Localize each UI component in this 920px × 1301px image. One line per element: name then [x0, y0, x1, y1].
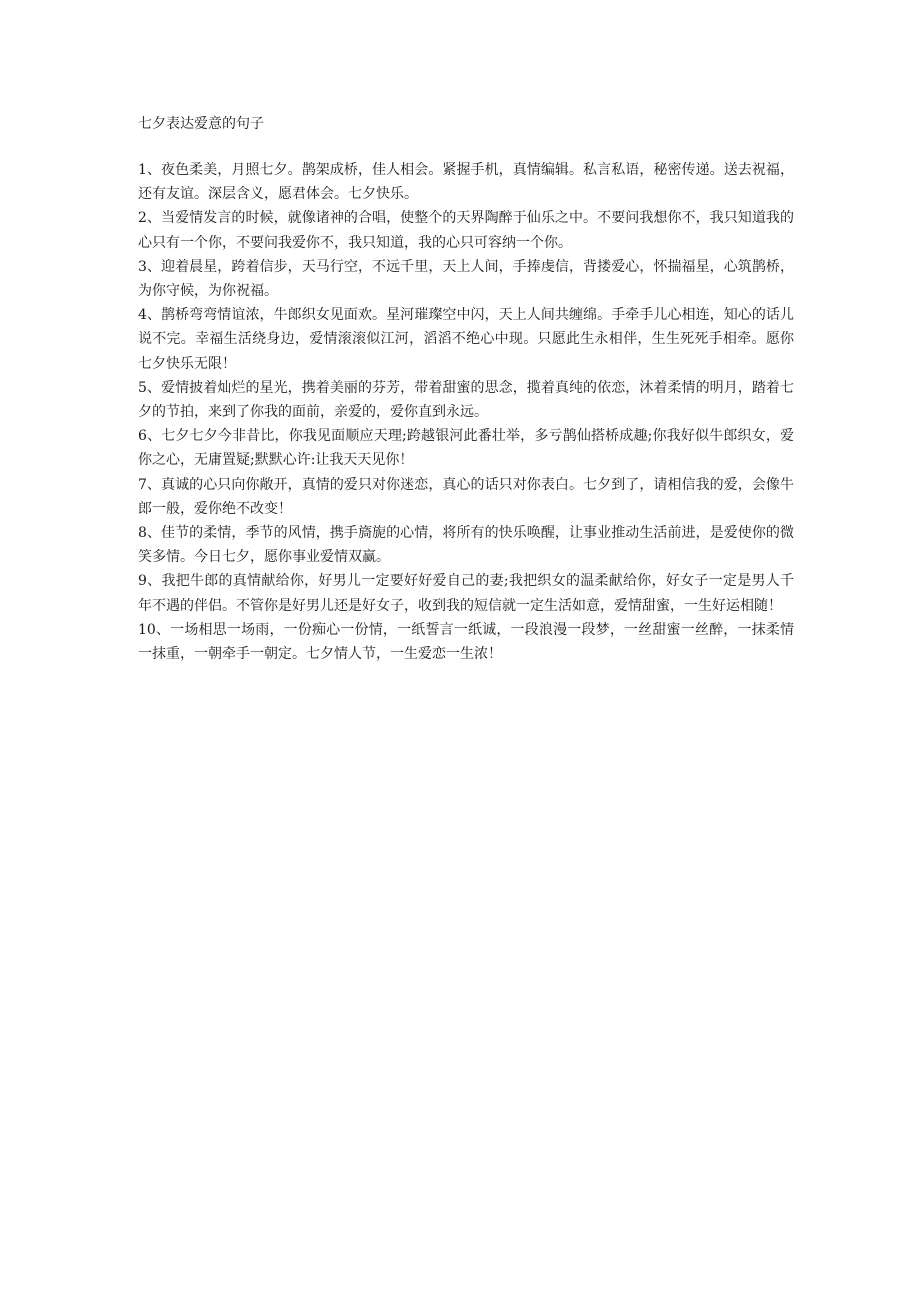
list-item: 9、我把牛郎的真情献给你，好男儿一定要好好爱自己的妻;我把织女的温柔献给你，好女子一定是男人千年不遇的伴侣。不管你是好男儿还是好女子，收到我的短信就一定生活如意，爱情甜蜜，一生好运相随！ — [138, 573, 794, 614]
list-item: 4、鹊桥弯弯情谊浓，牛郎织女见面欢。星河璀璨空中闪，天上人间共缠绵。手牵手儿心相连，知心的话儿说不完。幸福生活绕身边，爱情滚滚似江河，滔滔不绝心中现。只愿此生永相伴，生生死死手相牵。愿你七夕快乐无限！ — [138, 307, 794, 372]
list-item: 8、佳节的柔情，季节的风情，携手旖旎的心情，将所有的快乐唤醒，让事业推动生活前进，是爱使你的微笑多情。今日七夕，愿你事业爱情双赢。 — [138, 525, 794, 566]
list-item: 5、爱情披着灿烂的星光，携着美丽的芬芳，带着甜蜜的思念，揽着真纯的依恋，沐着柔情的明月，踏着七夕的节拍，来到了你我的面前，亲爱的，爱你直到永远。 — [138, 379, 794, 421]
list-item: 6、七夕七夕今非昔比，你我见面顺应天理;跨越银河此番壮举，多亏鹊仙搭桥成趣;你我好似牛郎织女，爱你之心，无庸置疑;默默心许:让我天天见你！ — [138, 428, 794, 469]
title-spacer — [138, 136, 794, 158]
document-title: 七夕表达爱意的句子 — [138, 116, 264, 132]
document-page — [138, 112, 794, 666]
list-item: 3、迎着晨星，跨着信步，天马行空，不远千里，天上人间，手捧虔信，背搂爱心，怀揣福星，心筑鹊桥，为你守候，为你祝福。 — [138, 258, 794, 300]
list-item: 1、夜色柔美，月照七夕。鹊架成桥，佳人相会。紧握手机，真情编辑。私言私语，秘密传递。送去祝福，还有友谊。深层含义，愿君体会。七夕快乐。 — [138, 162, 794, 203]
sentence-list — [138, 158, 794, 666]
list-item: 2、当爱情发言的时候，就像诸神的合唱，使整个的天界陶醉于仙乐之中。不要问我想你不，我只知道我的心只有一个你，不要问我爱你不，我只知道，我的心只可容纳一个你。 — [138, 210, 794, 251]
list-item: 10、一场相思一场雨，一份痴心一份情，一纸誓言一纸诚，一段浪漫一段梦，一丝甜蜜一丝醉，一抹柔情一抹重，一朝牵手一朝定。七夕情人节，一生爱恋一生浓！ — [138, 621, 794, 663]
list-item: 7、真诚的心只向你敞开，真情的爱只对你迷恋，真心的话只对你表白。七夕到了，请相信我的爱，会像牛郎一般，爱你绝不改变！ — [138, 476, 794, 517]
